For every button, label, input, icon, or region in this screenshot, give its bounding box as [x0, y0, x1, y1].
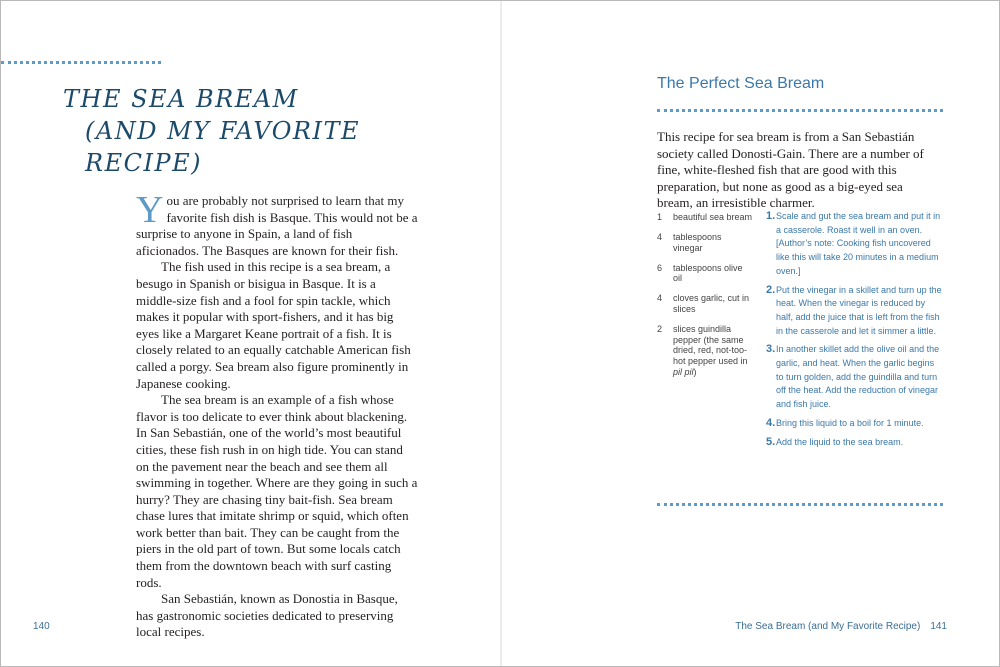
ingredient-desc: tablespoons vinegar: [673, 232, 722, 253]
method-steps: [766, 210, 944, 454]
paragraph: The sea bream is an example of a fish whose flavor is too delicate to ever think about blackening. In San Sebastián, one of the world’s most beautiful cities, these fish rush in on high tide. You can stand on the pavement near the beach and see them all swimming in together. Where are they going in such a hurry? They are chasing tiny bait-fish. Sea bream chase lures that imitate shrimp or squid, which often work better than bait. They can be caught from the piers in the old part of town. But some locals catch them from the downtown beach with surf casting rods.: [136, 392, 418, 590]
list-item: [766, 210, 944, 279]
list-item: [766, 417, 944, 431]
ingredient-desc: slices guindilla pepper (the same dried, red, not-too-hot pepper used in pil pil): [673, 324, 748, 377]
running-footer-right: [735, 621, 947, 632]
recipe-bottom-rule: [657, 503, 943, 506]
ingredient-qty: 4: [657, 293, 663, 304]
ingredient-desc: beautiful sea bream: [673, 212, 753, 222]
chapter-title-line1: THE SEA BREAM: [63, 85, 299, 113]
recipe-intro: This recipe for sea bream is from a San Sebastián society called Donosti-Gain. There are a number of fine, white-fleshed fish that are good with this preparation, but none as good as a big-eyed sea bream, an irresistible charmer.: [657, 129, 924, 211]
ingredient-qty: 4: [657, 232, 663, 243]
ingredient-qty: 6: [657, 262, 663, 273]
step-text: Add the liquid to the sea bream.: [776, 436, 904, 447]
paragraph: San Sebastián, known as Donostia in Basque, has gastronomic societies dedicated to preserving local recipes.: [136, 591, 398, 640]
chapter-title: [63, 83, 483, 179]
step-number: 5.: [766, 435, 776, 448]
step-text: Bring this liquid to a boil for 1 minute.: [776, 417, 924, 428]
ingredient-qty: 2: [657, 324, 663, 335]
ingredient-desc: cloves garlic, cut in slices: [673, 293, 750, 315]
page-number-right: 141: [930, 621, 947, 632]
list-item: [657, 212, 753, 223]
list-item: [766, 284, 944, 339]
step-text: Put the vinegar in a skillet and turn up the heat. When the vinegar is reduced by half, add the juice that is left from the fish in the casserole and let it simmer a little.: [776, 284, 942, 336]
body-text: [136, 189, 418, 641]
list-item: [766, 436, 944, 450]
step-text: In another skillet add the olive oil and the garlic, and heat. When the garlic begins to turn golden, add the guindilla and turn off the heat. Add the reduction of vinegar and fish juice.: [776, 344, 940, 410]
recipe-title: The Perfect Sea Bream: [657, 75, 825, 92]
step-number: 3.: [766, 343, 776, 356]
list-item: [657, 324, 753, 377]
paragraph: The fish used in this recipe is a sea bream, a besugo in Spanish or bisigua in Basque. It is a middle-size fish and a fool for spin tackle, which makes it popular with sport-fishers, and it has big eyes like a Margaret Keane portrait of a fish. It is closely related to an equally catchable American fish called a porgy. Sea bream also figure prominently in Japanese cooking.: [136, 259, 411, 391]
ingredient-qty: 1: [657, 212, 663, 222]
chapter-title-line2: (AND MY FAVORITE RECIPE): [85, 117, 360, 177]
paragraph: You are probably not surprised to learn that my favorite fish dish is Basque. This would not be a surprise to anyone in Spain, a land of fish aficionados. The Basques are known for their fish.: [136, 189, 418, 258]
recipe-top-rule: [657, 109, 943, 112]
list-item: [766, 343, 944, 412]
step-number: 2.: [766, 283, 776, 296]
running-head: The Sea Bream (and My Favorite Recipe): [735, 621, 921, 632]
list-item: [657, 263, 753, 284]
step-number: 1.: [766, 210, 776, 222]
ingredient-list: [657, 212, 753, 387]
page-number-left: 140: [33, 621, 50, 632]
step-number: 4.: [766, 416, 776, 429]
page-gutter: [500, 1, 502, 666]
step-text: Scale and gut the sea bream and put it in a casserole. Roast it well in an oven. [Author’s note: Cooking fish uncovered like this will take 20 minutes in a medium oven.]: [776, 211, 941, 276]
list-item: [657, 232, 753, 253]
ingredient-desc: tablespoons olive oil: [673, 262, 743, 284]
top-dotted-rule: [1, 61, 161, 64]
list-item: [657, 293, 753, 314]
drop-cap: Y: [136, 189, 164, 231]
